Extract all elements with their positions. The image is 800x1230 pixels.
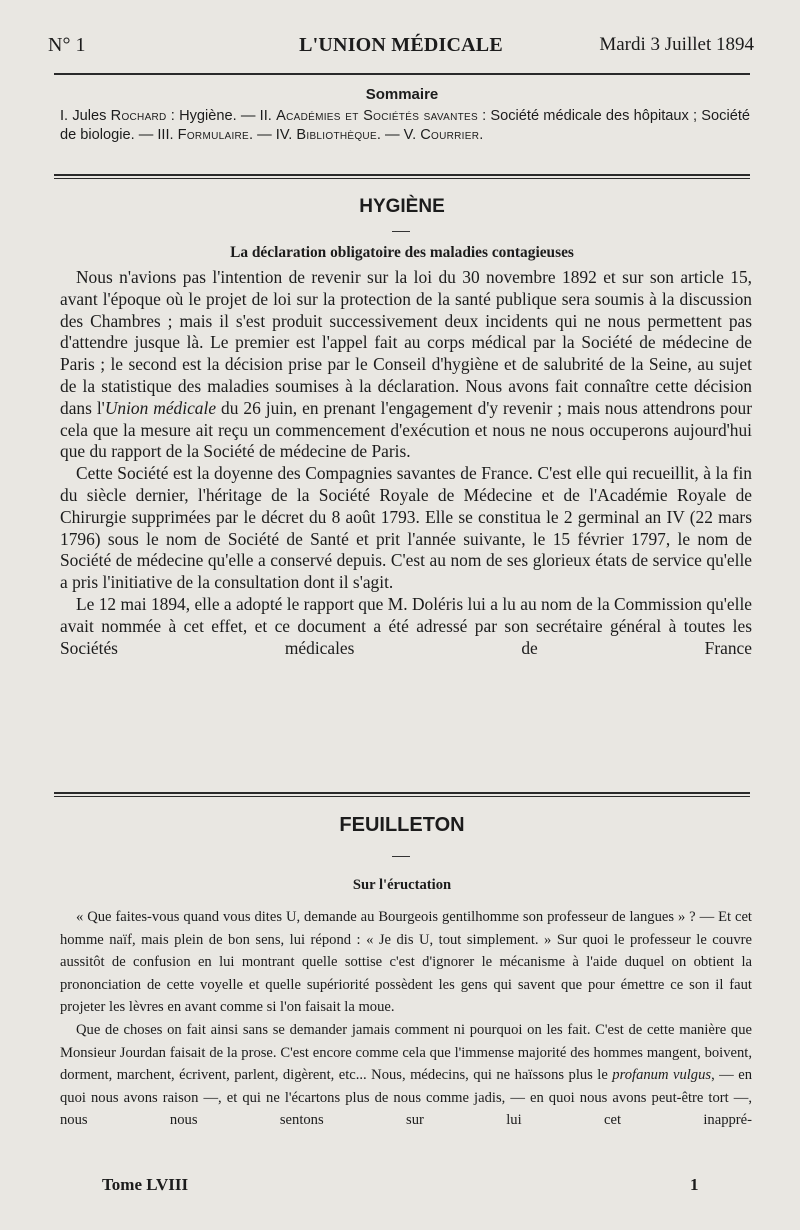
sommaire-fragment: : Hygiène. — II. [166,108,277,124]
feuilleton-rule-top [54,792,750,794]
hygiene-subtitle: La déclaration obligatoire des maladies contagieuses [230,244,574,261]
issue-date: Mardi 3 Juillet 1894 [599,34,754,55]
hygiene-paragraph [60,267,752,463]
hygiene-text: du 26 juin, en prenant l'engagement d'y revenir ; mais nous attendrons pour cela que la mesure ait reçu un commencement d'exécution et nous ne nous occuperons aujourd'hui que du rapport de la Société de médecine de Paris. [60,397,753,462]
sommaire-section: Formulaire [177,127,250,143]
feuilleton-article [60,906,752,1132]
feuilleton-dash [392,856,410,857]
feuilleton-text: , — en quoi nous avons raison —, et qui ne l'écartons plus de nous comme jadis, — en quoi nous avons peut-être tort —, nous nous sentons sur lui cet inappré- [60,1067,752,1129]
sommaire-fragment: . — V. [376,127,421,143]
sommaire-rule-bottom [54,178,750,179]
sommaire-fragment: . [479,127,484,143]
feuilleton-rule-bottom [54,796,750,797]
sommaire-author: Rochard [110,108,167,124]
sommaire-fragment: . — IV. [249,127,297,143]
masthead-rule [54,73,750,75]
sommaire-section: Courrier [420,127,480,143]
tome-label: Tome LVIII [102,1175,189,1194]
feuilleton-text: Que de choses on fait ainsi sans se demander jamais comment ni pourquoi on les fait. C'est de cette manière que Monsieur Jourdan faisait de la prose. C'est encore comme cela que l'immense majorité des hommes mangent, boivent, dorment, marchent, écrivent, parlent, digèrent, etc... Nous, médecins, qui ne haïssons plus le [60,1021,752,1084]
sommaire-contents [60,107,750,145]
page-number: 1 [690,1175,699,1194]
hygiene-paragraph: Le 12 mai 1894, elle a adopté le rapport que M. Doléris lui a lu au nom de la Commission qu'elle avait nommée à cet effet, et ce document a été adressé par son secrétaire général à toutes les Sociétés médicales de France [60,593,752,658]
sommaire-section: Bibliothèque [296,127,377,143]
hygiene-paragraph: Cette Société est la doyenne des Compagnies savantes de France. C'est elle qui recueillit, à la fin du siècle dernier, l'héritage de la Société Royale de Médecine et de l'Académie Royale de Chirurgie supprimées par le décret du 8 août 1793. Elle se constitua le 2 germinal an IV (22 mars 1796) sous le nom de Société de Santé et prit l'année suivante, le 15 février 1797, le nom de Société de médecine qu'elle a conservé depuis. C'est au nom de ses glorieux états de service qu'elle a pris l'initiative de la consultation dont il s'agit. [60,463,752,593]
sommaire-section: Académies et Sociétés savantes [276,108,478,124]
feuilleton-subtitle: Sur l'éructation [352,877,452,893]
hygiene-journal-name: Union médicale [104,397,217,418]
hygiene-text: Nous n'avions pas l'intention de revenir sur la loi du 30 novembre 1892 et sur son article 15, avant l'époque où le projet de loi sur la protection de la santé publique sera soumis à la discussion des Chambres ; mais il s'est produit successivement deux incidents qui ne nous permettent pas d'attendre jusque là. Le premier est l'appel fait au corps médical par la Société de médecine de Paris ; le second est la décision prise par le Conseil d'hygiène et de salubrité de la Seine, au sujet de la statistique des maladies soumises à la déclaration. Nous avons fait connaître cette décision dans l' [60,267,752,418]
issue-number: N° 1 [48,34,86,56]
masthead [48,34,754,66]
feuilleton-paragraph [60,1019,752,1132]
hygiene-dash [392,231,410,232]
hygiene-title: HYGIÈNE [359,196,445,217]
feuilleton-latin-phrase: profanum vulgus [612,1067,712,1084]
hygiene-article [60,267,752,659]
sommaire-rule-top [54,174,750,176]
sommaire-fragment: I. Jules [60,108,111,124]
newspaper-title: L'UNION MÉDICALE [299,34,503,56]
feuilleton-paragraph: « Que faites-vous quand vous dites U, demande au Bourgeois gentilhomme son professeur de langues » ? — Et cet homme naïf, mais plein de bon sens, lui répond : « Je dis U, tout simplement. » Sur quoi le professeur le couvre aussitôt de confusion en lui montrant quelle sottise c'est d'ignorer le mécanisme à l'aide duquel on obtient la prononciation de cette voyelle et quelle supériorité possèdent les gens qui savent que pour émettre ce son il faut projeter les lèvres en avant comme si l'on faisait la moue. [60,909,752,1016]
feuilleton-title: FEUILLETON [339,814,465,836]
sommaire-title: Sommaire [365,86,439,103]
sommaire-fragment: : Société médicale des hôpitaux ; Société de biologie. — III. [60,108,750,143]
